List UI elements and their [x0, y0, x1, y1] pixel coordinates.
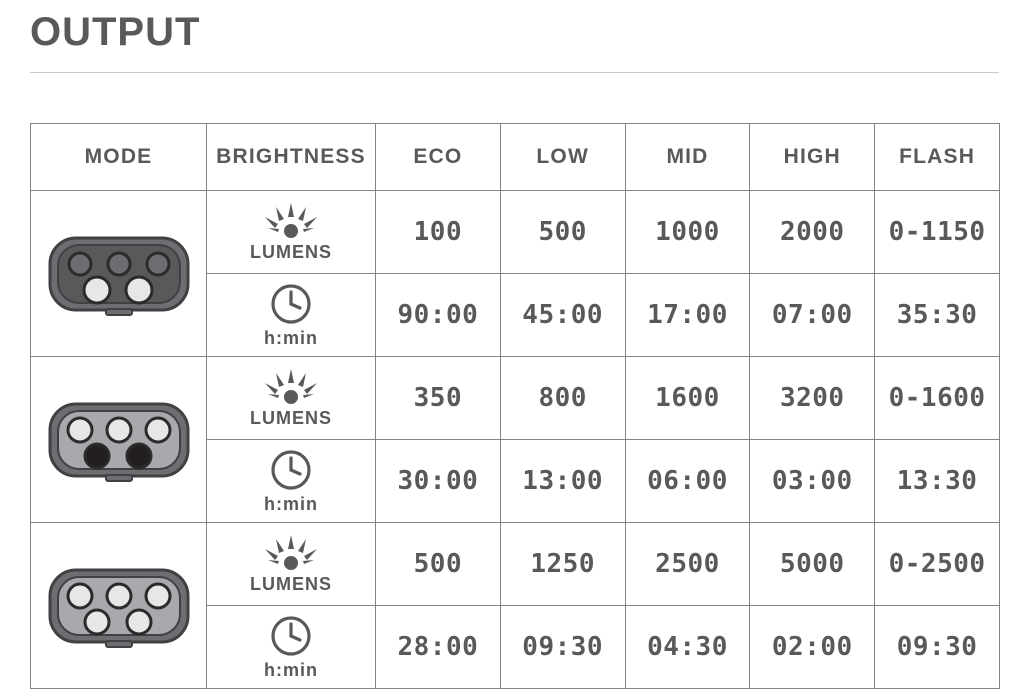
cell-runtime-low-1: 45:00 [500, 274, 625, 357]
runtime-label: h:min [264, 660, 318, 680]
mode-cell-3 [31, 523, 207, 689]
brightness-lumens-cell-1 [207, 191, 376, 274]
column-header-eco: ECO [376, 124, 501, 191]
lamp-three-leds-icon [31, 358, 206, 522]
cell-lumens-mid-1: 1000 [625, 191, 750, 274]
lumens-label: LUMENS [250, 408, 332, 428]
cell-runtime-eco-2: 30:00 [376, 440, 501, 523]
cell-lumens-flash-1: 0-1150 [875, 191, 1000, 274]
cell-runtime-low-3: 09:30 [500, 606, 625, 689]
lumens-label: LUMENS [250, 242, 332, 262]
mode-cell-1 [31, 191, 207, 357]
table-row [31, 191, 1000, 274]
clock-icon [268, 281, 314, 327]
table-row [31, 523, 1000, 606]
table-header-row [31, 124, 1000, 191]
cell-lumens-mid-2: 1600 [625, 357, 750, 440]
title-divider [30, 72, 999, 73]
cell-runtime-mid-2: 06:00 [625, 440, 750, 523]
sun-icon [259, 533, 323, 573]
brightness-runtime-cell-3 [207, 606, 376, 689]
sun-icon [259, 367, 323, 407]
runtime-label: h:min [264, 494, 318, 514]
cell-runtime-high-2: 03:00 [750, 440, 875, 523]
cell-lumens-eco-3: 500 [376, 523, 501, 606]
cell-runtime-high-1: 07:00 [750, 274, 875, 357]
cell-runtime-mid-1: 17:00 [625, 274, 750, 357]
cell-lumens-high-2: 3200 [750, 357, 875, 440]
cell-runtime-flash-2: 13:30 [875, 440, 1000, 523]
mode-cell-2 [31, 357, 207, 523]
clock-icon [268, 613, 314, 659]
cell-lumens-low-3: 1250 [500, 523, 625, 606]
column-header-brightness: BRIGHTNESS [207, 124, 376, 191]
brightness-runtime-cell-2 [207, 440, 376, 523]
cell-runtime-mid-3: 04:30 [625, 606, 750, 689]
cell-lumens-flash-2: 0-1600 [875, 357, 1000, 440]
cell-runtime-high-3: 02:00 [750, 606, 875, 689]
cell-runtime-eco-3: 28:00 [376, 606, 501, 689]
lumens-label: LUMENS [250, 574, 332, 594]
output-table-container [30, 123, 999, 683]
brightness-runtime-cell-1 [207, 274, 376, 357]
cell-lumens-flash-3: 0-2500 [875, 523, 1000, 606]
table-row [31, 357, 1000, 440]
column-header-mode: MODE [31, 124, 207, 191]
column-header-high: HIGH [750, 124, 875, 191]
cell-lumens-eco-1: 100 [376, 191, 501, 274]
cell-runtime-eco-1: 90:00 [376, 274, 501, 357]
brightness-lumens-cell-2 [207, 357, 376, 440]
lamp-five-leds-icon [31, 524, 206, 688]
column-header-mid: MID [625, 124, 750, 191]
page-title: OUTPUT [30, 10, 201, 54]
cell-lumens-mid-3: 2500 [625, 523, 750, 606]
cell-lumens-eco-2: 350 [376, 357, 501, 440]
column-header-flash: FLASH [875, 124, 1000, 191]
cell-runtime-low-2: 13:00 [500, 440, 625, 523]
cell-lumens-high-3: 5000 [750, 523, 875, 606]
output-table [30, 123, 1000, 689]
runtime-label: h:min [264, 328, 318, 348]
cell-runtime-flash-1: 35:30 [875, 274, 1000, 357]
cell-lumens-high-1: 2000 [750, 191, 875, 274]
lamp-two-leds-icon [31, 192, 206, 356]
sun-icon [259, 201, 323, 241]
brightness-lumens-cell-3 [207, 523, 376, 606]
cell-lumens-low-2: 800 [500, 357, 625, 440]
column-header-low: LOW [500, 124, 625, 191]
cell-runtime-flash-3: 09:30 [875, 606, 1000, 689]
cell-lumens-low-1: 500 [500, 191, 625, 274]
clock-icon [268, 447, 314, 493]
